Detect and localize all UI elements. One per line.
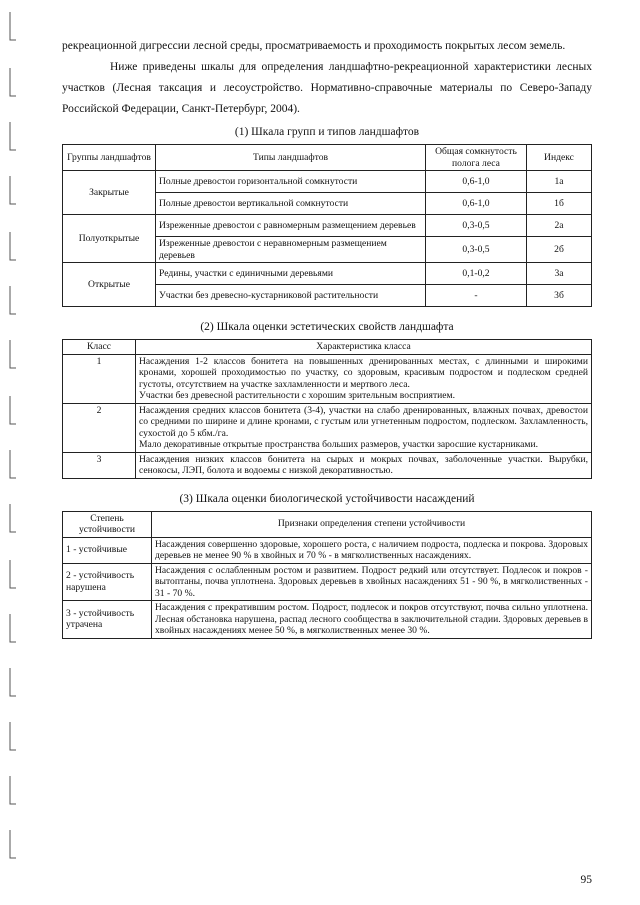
header-cell: Класс	[63, 340, 136, 355]
stage-cell: 2 - устойчивость нарушена	[63, 563, 152, 601]
description-cell: Насаждения с ослабленным ростом и развитием. Подрост редкий или отсутствует. Подлесок и покров - вытоптаны, почва уплотнена. Здоровых деревьев в хвойных насаждениях 51 - 90 %, в мягколиственных - 31 - 70 %.	[152, 563, 592, 601]
table1-caption: (1) Шкала групп и типов ландшафтов	[234, 126, 420, 138]
stage-cell: 1 - устойчивые	[63, 537, 152, 563]
closure-cell: 0,3-0,5	[426, 237, 527, 263]
aesthetic-scale-table	[62, 339, 592, 479]
table-header-row	[63, 340, 592, 355]
table-header-row	[63, 511, 592, 537]
class-cell: 3	[63, 452, 136, 478]
description-text: Участки без древесной растительности с хорошим зрительным восприятием.	[139, 390, 456, 401]
closure-cell: 0,6-1,0	[426, 171, 527, 193]
type-cell: Изреженные древостои с равномерным размещением деревьев	[156, 215, 426, 237]
table-row	[63, 452, 592, 478]
type-cell: Полные древостои вертикальной сомкнутости	[156, 193, 426, 215]
closure-cell: 0,1-0,2	[426, 263, 527, 285]
table-row	[63, 537, 592, 563]
description-cell: Насаждения совершенно здоровые, хорошего роста, с наличием подроста, подлеска и покрова. Здоровых деревьев не менее 90 % в хвойных и 70 % - в мягколиственных насаждениях.	[152, 537, 592, 563]
table-row	[63, 403, 592, 452]
description-cell	[136, 452, 592, 478]
header-cell: Общая сомкнутость полога леса	[426, 145, 527, 171]
stability-scale-table	[62, 511, 592, 639]
type-cell: Изреженные древостои с неравномерным размещением деревьев	[156, 237, 426, 263]
description-text: Насаждения 1-2 классов бонитета на повышенных дренированных местах, с длинными и широкими кронами, хорошей проходимостью по участку, со здоровым, красивым подростом и подлеском средней густоты, отсутствием на участке захламленности и мертвого леса.	[139, 355, 588, 390]
scan-margin-marks	[0, 0, 30, 905]
description-cell	[136, 403, 592, 452]
description-text: Насаждения средних классов бонитета (3-4), участки на слабо дренированных, влажных почвах, древостои со средними по ширине и длине кронами, с густым или угнетенным подростом, подлеском. Захламленность, сухостой до 5 кбм./га.	[139, 404, 588, 439]
index-cell: 1б	[527, 193, 592, 215]
index-cell: 1а	[527, 171, 592, 193]
header-cell: Группы ландшафтов	[63, 145, 156, 171]
stage-cell: 3 - устойчивость утрачена	[63, 601, 152, 639]
landscape-types-table	[62, 144, 592, 307]
description-text: Мало декоративные открытые пространства больших размеров, участки заросшие кустарниками.	[139, 439, 538, 450]
table-header-row	[63, 145, 592, 171]
page-number: 95	[580, 874, 592, 886]
table-row	[63, 263, 592, 285]
group-cell: Закрытые	[63, 171, 156, 215]
index-cell: 2а	[527, 215, 592, 237]
description-cell	[136, 354, 592, 403]
group-cell: Открытые	[63, 263, 156, 307]
table3-caption: (3) Шкала оценки биологической устойчивости насаждений	[179, 492, 475, 505]
class-cell: 2	[63, 403, 136, 452]
table-row	[63, 601, 592, 639]
type-cell: Полные древостои горизонтальной сомкнутости	[156, 171, 426, 193]
description-cell: Насаждения с прекратившим ростом. Подрост, подлесок и покров отсутствуют, почва сильно уплотнена. Лесная обстановка нарушена, распад лесного сообщества в заключительной стадии. Здоровых деревьев в хвойных насаждениях менее 50 %, в мягколиственных менее 30 %.	[152, 601, 592, 639]
index-cell: 2б	[527, 237, 592, 263]
intro-paragraph-1: рекреационной дигрессии лесной среды, просматриваемость и проходимость покрытых лесом земель.	[62, 40, 566, 52]
index-cell: 3б	[527, 285, 592, 307]
intro-paragraph-2: Ниже приведены шкалы для определения ландшафтно-рекреационной характеристики лесных участков (Лесная таксация и лесоустройство. Нормативно-справочные материалы по Северо-Западу Российской Федерации, Санкт-Петербург, 2004).	[62, 61, 592, 115]
class-cell: 1	[63, 354, 136, 403]
index-cell: 3а	[527, 263, 592, 285]
table-row	[63, 563, 592, 601]
header-cell: Типы ландшафтов	[156, 145, 426, 171]
table-row	[63, 215, 592, 237]
group-cell: Полуоткрытые	[63, 215, 156, 263]
header-cell: Признаки определения степени устойчивости	[152, 511, 592, 537]
description-text: Насаждения низких классов бонитета на сырых и мокрых почвах, заболоченные участки. Вырубки, сенокосы, ЛЭП, болота и водоемы с низкой декоративностью.	[139, 453, 588, 476]
table-row	[63, 354, 592, 403]
table-row	[63, 171, 592, 193]
header-cell: Индекс	[527, 145, 592, 171]
header-cell: Характеристика класса	[136, 340, 592, 355]
closure-cell: 0,6-1,0	[426, 193, 527, 215]
table2-caption: (2) Шкала оценки эстетических свойств ландшафта	[200, 321, 454, 333]
closure-cell: -	[426, 285, 527, 307]
type-cell: Редины, участки с единичными деревьями	[156, 263, 426, 285]
type-cell: Участки без древесно-кустарниковой растительности	[156, 285, 426, 307]
closure-cell: 0,3-0,5	[426, 215, 527, 237]
page-content	[62, 36, 592, 639]
header-cell: Степень устойчивости	[63, 511, 152, 537]
